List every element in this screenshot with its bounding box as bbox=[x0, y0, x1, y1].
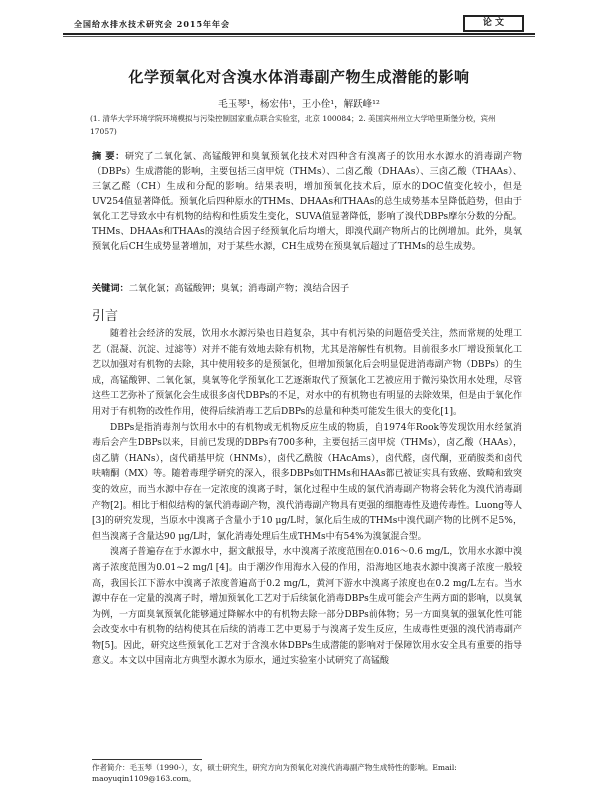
paper-title: 化学预氧化对含溴水体消毒副产物生成潜能的影响 bbox=[128, 68, 470, 86]
body-text bbox=[92, 327, 522, 670]
abstract-label: 摘 要： bbox=[92, 151, 125, 162]
author-list: 毛玉琴¹，杨宏伟¹，王小佺¹，解跃峰¹² bbox=[218, 99, 380, 110]
footnote: 作者简介：毛玉琴（1990-），女，硕士研究生，研究方向为预氧化对溴代消毒副产物生成特性的影响。Email: maoyuqin1109@163.com。 bbox=[92, 763, 457, 783]
abstract-text: 研究了二氧化氯、高锰酸钾和臭氧预氧化技术对四种含有溴离子的饮用水水源水的消毒副产物（DBPs）生成潜能的影响，主要包括三卤甲烷（THMs）、二卤乙酸（DHAAs）、三卤乙酸（THAAs）、三氯乙醛（CH）生成和分配的影响。结果表明，增加预氧化技术后，原水的DOC值变化较小，但是UV254值显著降低。预氧化后四种原水的THMs、DHAAs和THAAs的总生成势基本呈降低趋势，但由于氧化工艺导致水中有机物的结构和性质发生变化，SUVA值显著降低，影响了溴代DBPs摩尔分数的分配。THMs、DHAAs和THAAs的溴结合因子经预氧化后均增大，即溴代副产物所占的比例增加。此外，臭氧预氧化后CH生成势显著增加，对于某些水源，CH生成势在预臭氧后超过了THMs的总生成势。 bbox=[92, 151, 522, 252]
affiliation: (1. 清华大学环境学院环境模拟与污染控制国家重点联合实验室，北京 100084；2. 美国宾州州立大学哈里斯堡分校，宾州 17057) bbox=[90, 114, 496, 136]
journal-header: 全国给水排水技术研究会 2015年年会 bbox=[74, 19, 231, 29]
header-rule-thin bbox=[63, 36, 535, 37]
header-rule bbox=[63, 33, 535, 35]
paragraph-1: 随着社会经济的发展，饮用水水源污染也日趋复杂，其中有机污染的问题倍受关注，然而常规的处理工艺（混凝、沉淀、过滤等）对并不能有效地去除有机物，尤其是溶解性有机物。目前很多水厂增设预氧化工艺以加强对有机物的去除，其中使用较多的是预氯化，但增加预氯化后会明显促进消毒副产物（DBPs）的生成，高锰酸钾、二氧化氯，臭氧等化学预氧化工艺逐渐取代了预氯化工艺被应用于微污染饮用水处理，尽管这些工艺弥补了预氯化会生成很多卤代DBPs的不足，对水中的有机物也有明显的去除效果，但是由于氧化作用对于有机物的改性作用，使得后续消毒工艺后DBPs的总量和种类可能发生很大的变化[1]。 bbox=[92, 329, 522, 417]
footnote-rule bbox=[92, 759, 202, 760]
keywords bbox=[92, 281, 522, 296]
intro-heading: 引言 bbox=[92, 309, 119, 324]
keywords-text: 二氧化氯；高锰酸钾；臭氧；消毒副产物；溴结合因子 bbox=[128, 283, 350, 294]
section-tab: 论 文 bbox=[463, 15, 524, 32]
abstract bbox=[92, 149, 522, 254]
keywords-label: 关键词： bbox=[92, 283, 129, 294]
paragraph-2: DBPs是指消毒剂与饮用水中的有机物或无机物反应生成的物质，自1974年Rook等发现饮用水经氯消毒后会产生DBPs以来，目前已发现的DBPs有700多种，主要包括三卤甲烷（THMs），卤乙酸（HAAs），卤乙腈（HANs），卤代硝基甲烷（HNMs），卤代乙酰胺（HAcAms），卤代醛，卤代酮，亚硝胺类和卤代呋喃酮（MX）等。随着毒理学研究的深入，很多DBPs如THMs和HAAs都已被证实具有致癌、致畸和致突变的效应，而当水源中存在一定浓度的溴离子时，氯化过程中生成的氯代消毒副产物将会转化为溴代消毒副产物[2]。相比于相似结构的氯代消毒副产物，溴代消毒副产物具有更强的细胞毒性及遗传毒性。Luong等人[3]的研究发现，当原水中溴离子含量小于10 μg/L时，氯化后生成的THMs中溴代副产物的比例不足5%，但当溴离子含量达90 μg/L时，氯化消毒处理后生成THMs中有54%为溴氯混合型。 bbox=[92, 422, 522, 542]
paragraph-3: 溴离子普遍存在于水源水中，据文献报导，水中溴离子浓度范围在0.016～0.6 mg/L，饮用水水源中溴离子浓度范围为0.01~2 mg/l [4]。由于潮汐作用海水入侵的作用，沿海地区地表水源中溴离子浓度一般较高，我国长江下游水中溴离子浓度普遍高于0.2 mg/L，黄河下游水中溴离子浓度也在0.2 mg/L左右。当水源中存在一定量的溴离子时，增加预氧化工艺对于后续氯化消毒DBPs生成可能会产生两方面的影响，以臭氧为例，一方面臭氧预氧化能够通过降解水中的有机物去除一部分DBPs前体物；另一方面臭氧的强氧化性可能会改变水中有机物的结构使其在后续的消毒工艺中更易于与溴离子发生反应，生成毒性更强的溴代消毒副产物[5]。因此，研究这些预氧化工艺对于含溴水体DBPs生成潜能的影响对于保障饮用水安全具有重要的指导意义。本文以中国南北方典型水源水为原水，通过实验室小试研究了高锰酸 bbox=[92, 547, 522, 667]
